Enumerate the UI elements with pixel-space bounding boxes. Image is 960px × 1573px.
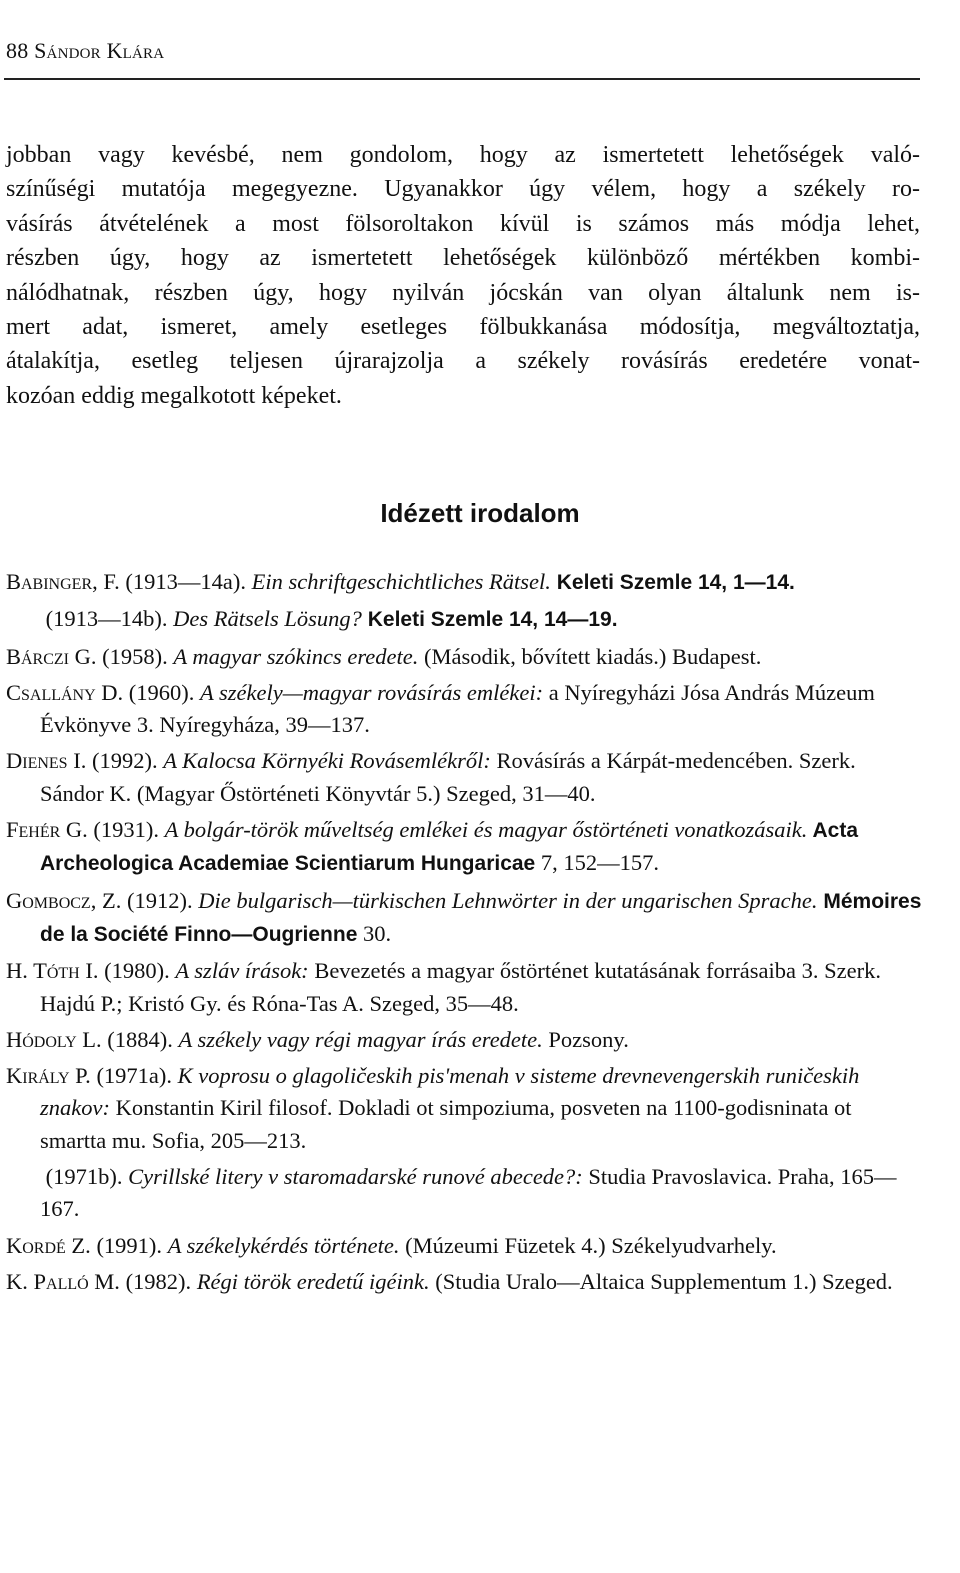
reference-entry <box>6 1161 922 1226</box>
ref-source: (Múzeumi Füzetek 4.) Székelyudvarhely. <box>399 1232 777 1258</box>
ref-year: (1991). <box>90 1232 168 1258</box>
ref-source: Konstantin Kiril filosof. Dokladi ot simpoziuma, posveten na 1100-godisninata ot smartta mu. Sofia, 205—213. <box>40 1095 852 1153</box>
body-line: színűségi mutatója megegyezne. Ugyanakkor úgy vélem, hogy a székely ro- <box>6 176 920 203</box>
ref-title: Cyrillské litery v staromadarské runové abecede?: <box>128 1164 583 1190</box>
ref-title: A magyar szókincs eredete. <box>173 643 419 669</box>
ref-source: Bevezetés a magyar őstörténet kutatásának forrásaiba 3. Szerk. Hajdú P.; Kristó Gy. és Róna-Tas A. Szeged, 35—48. <box>40 958 881 1016</box>
ref-author: Király P. <box>6 1063 91 1089</box>
reference-entry <box>6 641 922 673</box>
reference-entry <box>6 603 922 636</box>
ref-author: Gombocz, Z. <box>6 887 122 913</box>
ref-title: K voprosu o glagoličeskih pis'menah v sisteme drevnevengerskih runičeskih znakov: <box>40 1063 860 1121</box>
ref-title: A székely—magyar rovásírás emlékei: <box>200 679 544 705</box>
ref-year: (1913—14b). <box>40 606 174 632</box>
ref-source: (Studia Uralo—Altaica Supplementum 1.) Szeged. <box>429 1268 893 1294</box>
header-author: Sándor Klára <box>34 38 165 63</box>
reference-entry <box>6 955 922 1020</box>
ref-year: (1980). <box>98 958 176 984</box>
body-line: mert adat, ismeret, amely esetleges fölbukkanása módosítja, megváltoztatja, <box>6 314 920 341</box>
ref-journal: Mémoires de la Société Finno—Ougrienne <box>40 889 922 946</box>
ref-author-dash <box>6 603 40 635</box>
ref-year: (1960). <box>123 679 201 705</box>
ref-author: Csallány D. <box>6 679 124 705</box>
ref-year: (1958). <box>96 643 174 669</box>
reference-entry <box>6 677 922 742</box>
ref-source: Keleti Szemle 14, 14—19. <box>361 608 618 632</box>
ref-source: 7, 152—157. <box>535 850 659 876</box>
reference-entry <box>6 1230 922 1262</box>
ref-year: (1931). <box>87 817 165 843</box>
body-line: vásírás átvételének a most fölsoroltakon kívül is számos más módja lehet, <box>6 210 920 237</box>
reference-entry <box>6 814 922 881</box>
ref-author-dash <box>6 1161 40 1193</box>
reference-list <box>6 566 922 1298</box>
body-line: átalakítja, esetleg teljesen újrarajzolja a székely rovásírás eredetére vonat- <box>6 348 920 375</box>
ref-author: Bárczi G. <box>6 643 97 669</box>
ref-author: Fehér G. <box>6 817 88 843</box>
ref-author: Kordé Z. <box>6 1232 91 1258</box>
ref-author: K. Palló M. <box>6 1268 120 1294</box>
ref-title: Des Rätsels Lösung? <box>173 606 362 632</box>
page-number: 88 <box>6 38 29 63</box>
ref-source: Rovásírás a Kárpát-medencében. Szerk. Sándor K. (Magyar Őstörténeti Könyvtár 5.) Szeged, 31—40. <box>40 748 856 806</box>
ref-author: H. Tóth I. <box>6 958 99 984</box>
ref-author: Dienes I. <box>6 748 87 774</box>
reference-entry <box>6 1266 922 1298</box>
reference-entry <box>6 566 922 599</box>
ref-title: Régi török eredetű igéink. <box>196 1268 430 1294</box>
ref-year: (1971a). <box>90 1063 178 1089</box>
body-line: nálódhatnak, részben úgy, hogy nyilván jócskán van olyan általunk nem is- <box>6 279 920 306</box>
ref-year: (1992). <box>86 748 164 774</box>
reference-entry <box>6 1024 922 1056</box>
reference-entry <box>6 1060 922 1157</box>
ref-journal: Acta Archeologica Academiae Scientiarum Hungaricae <box>40 819 858 876</box>
ref-source: 30. <box>357 920 392 946</box>
ref-title: A Kalocsa Környéki Rovásemlékről: <box>163 748 491 774</box>
ref-year: (1971b). <box>40 1164 129 1190</box>
body-paragraph <box>6 138 920 413</box>
ref-source: Studia Pravoslavica. Praha, 165—167. <box>40 1164 897 1222</box>
reference-entry <box>6 885 922 952</box>
ref-year: (1913—14a). <box>119 569 252 594</box>
ref-title: Ein schriftgeschichtliches Rätsel. <box>251 569 551 594</box>
section-title: Idézett irodalom <box>380 498 580 528</box>
ref-title: A székely vagy régi magyar írás eredete. <box>178 1026 543 1052</box>
body-line: részben úgy, hogy az ismertetett lehetőségek különböző mértékben kombi- <box>6 245 920 272</box>
ref-title: A bolgár-török műveltség emlékei és magyar őstörténeti vonatkozásaik. <box>164 817 808 843</box>
ref-author: Hódoly L. <box>6 1026 102 1052</box>
ref-year: (1982). <box>119 1268 197 1294</box>
header-rule <box>4 78 920 80</box>
reference-entry <box>6 745 922 810</box>
ref-source: Pozsony. <box>542 1026 629 1052</box>
ref-title: A székelykérdés története. <box>167 1232 400 1258</box>
ref-title: Die bulgarisch—türkischen Lehnwörter in der ungarischen Sprache. <box>198 887 818 913</box>
ref-author: Babinger, F. <box>6 569 120 594</box>
ref-source: a Nyíregyházi Jósa András Múzeum Évkönyve 3. Nyíregyháza, 39—137. <box>40 679 875 738</box>
ref-source: (Második, bővített kiadás.) Budapest. <box>418 643 762 669</box>
ref-title: A szláv írások: <box>175 958 309 984</box>
ref-year: (1884). <box>101 1026 179 1052</box>
body-line: kozóan eddig megalkotott képeket. <box>6 382 342 409</box>
body-line: jobban vagy kevésbé, nem gondolom, hogy az ismertetett lehetőségek való- <box>6 142 920 168</box>
ref-source: Keleti Szemle 14, 1—14. <box>550 571 795 594</box>
ref-year: (1912). <box>121 887 199 913</box>
running-header <box>6 38 164 64</box>
